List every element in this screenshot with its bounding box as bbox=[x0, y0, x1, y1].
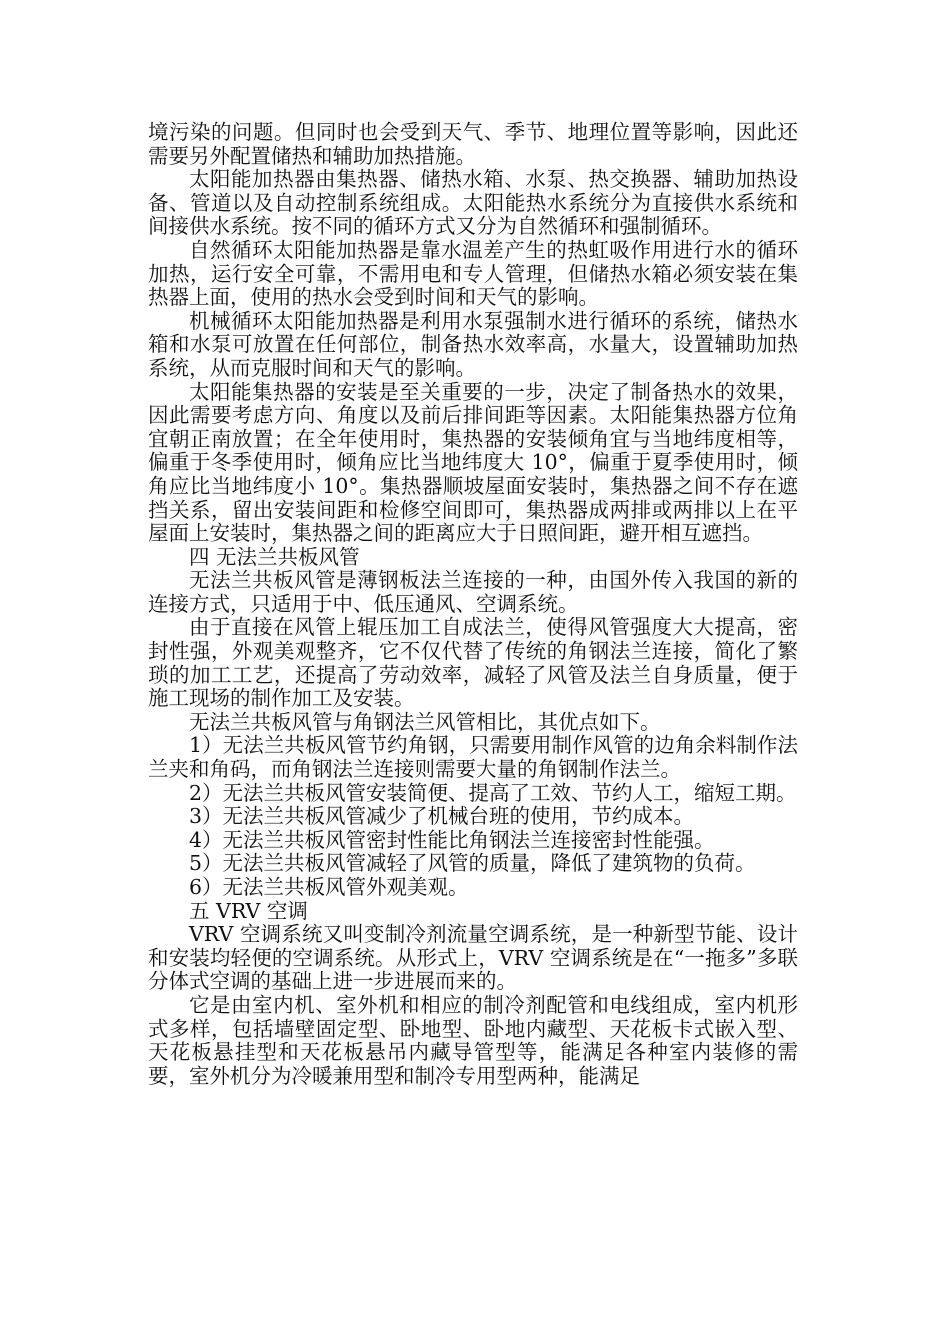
section-heading-vrv: 五 VRV 空调 bbox=[189, 898, 308, 923]
paragraph-continuation: 境污染的问题。但同时也会受到天气、季节、地理位置等影响，因此还需要另外配置储热和辅助加热措施。 bbox=[148, 120, 798, 168]
paragraph-natural-circulation: 自然循环太阳能加热器是靠水温差产生的热虹吸作用进行水的循环加热，运行安全可靠，不需用电和专人管理，但储热水箱必须安装在集热器上面，使用的热水会受到时间和天气的影响。 bbox=[148, 237, 798, 310]
paragraph-mechanical-circulation: 机械循环太阳能加热器是利用水泵强制水进行循环的系统，储热水箱和水泵可放置在任何部位，制备热水效率高，水量大，设置辅助加热系统，从而克服时间和天气的影响。 bbox=[148, 308, 798, 380]
paragraph-solar-heater-components: 太阳能加热器由集热器、储热水箱、水泵、热交换器、辅助加热设备、管道以及自动控制系统组成。太阳能热水系统分为直接供水系统和间接供水系统。按不同的循环方式又分为自然循环和强制循环。 bbox=[148, 167, 798, 239]
list-item-advantage-5: 5）无法兰共板风管减轻了风管的质量，降低了建筑物的负荷。 bbox=[189, 851, 756, 876]
section-heading-flangeless-duct: 四 无法兰共板风管 bbox=[189, 544, 360, 569]
paragraph-flangeless-intro: 无法兰共板风管是薄钢板法兰连接的一种，由国外传入我国的新的连接方式，只适用于中、低压通风、空调系统。 bbox=[148, 568, 798, 616]
list-item-advantage-3: 3）无法兰共板风管减少了机械台班的使用，节约成本。 bbox=[189, 804, 695, 829]
paragraph-vrv-components: 它是由室内机、室外机和相应的制冷剂配管和电线组成，室内机形式多样，包括墙壁固定型、卧地型、卧地内藏型、天花板卡式嵌入型、天花板悬挂型和天花板悬吊内藏导管型等，能满足各种室内装修的需要，室外机分为冷暖兼用型和制冷专用型两种，能满足 bbox=[148, 992, 798, 1088]
paragraph-flangeless-strength: 由于直接在风管上辊压加工自成法兰，使得风管强度大大提高，密封性强，外观美观整齐，它不仅代替了传统的角钢法兰连接，简化了繁琐的加工工艺，还提高了劳动效率，减轻了风管及法兰自身质量，便于施工现场的制作加工及安装。 bbox=[148, 615, 798, 711]
list-item-advantage-6: 6）无法兰共板风管外观美观。 bbox=[189, 875, 469, 899]
paragraph-collector-installation: 太阳能集热器的安装是至关重要的一步，决定了制备热水的效果，因此需要考虑方向、角度以及前后排间距等因素。太阳能集热器方位角宜朝正南放置；在全年使用时，集热器的安装倾角宜与当地纬度相等，偏重于冬季使用时，倾角应比当地纬度大 10°，偏重于夏季使用时，倾角应比当地纬度小 10°。集热器顺坡屋面安装时，集热器之间不存在遮挡关系，留出安装间距和检修空间即可，集热器成两排或两排以上在平屋面上安装时，集热器之间的距离应大于日照间距，避开相互遮挡。 bbox=[148, 379, 798, 546]
paragraph-advantages-intro: 无法兰共板风管与角钢法兰风管相比，其优点如下。 bbox=[189, 709, 661, 734]
paragraph-vrv-intro: VRV 空调系统又叫变制冷剂流量空调系统，是一种新型节能、设计和安装均轻便的空调系统。从形式上，VRV 空调系统是在“一拖多”多联分体式空调的基础上进一步进展而来的。 bbox=[148, 922, 798, 994]
list-item-advantage-1: 1）无法兰共板风管节约角钢，只需要用制作风管的边角余料制作法兰夹和角码，而角钢法兰连接则需要大量的角钢制作法兰。 bbox=[148, 733, 798, 782]
document-page bbox=[148, 121, 798, 1088]
list-item-advantage-2: 2）无法兰共板风管安装简便、提高了工效、节约人工，缩短工期。 bbox=[189, 780, 797, 805]
list-item-advantage-4: 4）无法兰共板风管密封性能比角钢法兰连接密封性能强。 bbox=[189, 827, 715, 852]
